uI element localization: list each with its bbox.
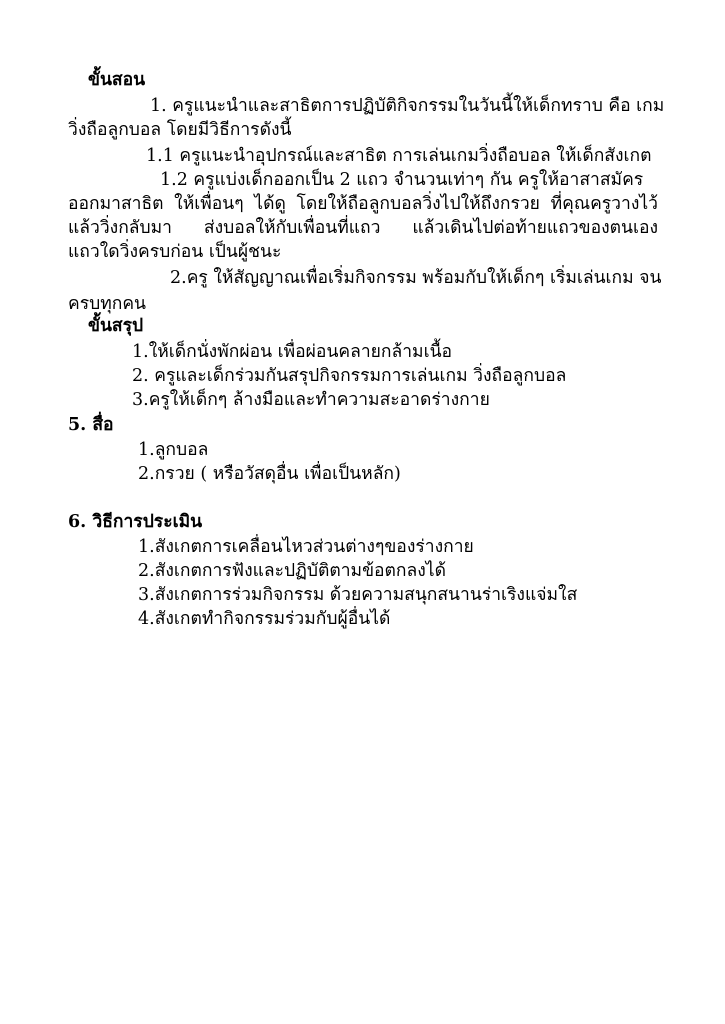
heading-evaluation: 6. วิธีการประเมิน <box>68 512 203 532</box>
conclude-item-1: 1.ให้เด็กนั่งพักผ่อน เพื่อผ่อนคลายกล้ามเนื้อ <box>132 342 453 362</box>
teach-item-1-2-line-1: 1.2 ครูแบ่งเด็กออกเป็น 2 แถว จำนวนเท่าๆ กัน ครูให้อาสาสมัคร <box>160 170 644 190</box>
heading-media: 5. สื่อ <box>68 415 114 435</box>
teach-item-1-2-line-3: แล้ววิ่งกลับมา ส่งบอลให้กับเพื่อนที่แถว แล้วเดินไปต่อท้ายแถวของตนเอง <box>68 218 658 238</box>
heading-conclude: ขั้นสรุป <box>88 316 144 336</box>
evaluation-item-4: 4.สังเกตทำกิจกรรมร่วมกับผู้อื่นได้ <box>138 609 391 629</box>
teach-item-1-line-2: วิ่งถือลูกบอล โดยมีวิธีการดังนี้ <box>68 120 292 140</box>
evaluation-item-2: 2.สังเกตการฟังและปฏิบัติตามข้อตกลงได้ <box>138 561 446 581</box>
evaluation-item-3: 3.สังเกตการร่วมกิจกรรม ด้วยความสนุกสนานร่าเริงแจ่มใส <box>138 585 578 605</box>
media-item-2: 2.กรวย ( หรือวัสดุอื่น เพื่อเป็นหลัก) <box>138 464 401 484</box>
teach-item-1-1: 1.1 ครูแนะนำอุปกรณ์และสาธิต การเล่นเกมวิ่งถือบอล ให้เด็กสังเกต <box>146 146 652 166</box>
conclude-item-3: 3.ครูให้เด็กๆ ล้างมือและทำความสะอาดร่างกาย <box>132 390 490 410</box>
media-item-1: 1.ลูกบอล <box>138 440 209 460</box>
teach-item-1-2-line-4: แถวใดวิ่งครบก่อน เป็นผู้ชนะ <box>68 242 282 262</box>
teach-item-1-2-line-2: ออกมาสาธิต ให้เพื่อนๆ ได้ดู โดยให้ถือลูกบอลวิ่งไปให้ถึงกรวย ที่คุณครูวางไว้ <box>68 194 658 214</box>
teach-item-1-line-1: 1. ครูแนะนำและสาธิตการปฏิบัติกิจกรรมในวันนี้ให้เด็กทราบ คือ เกม <box>150 96 665 116</box>
conclude-item-2: 2. ครูและเด็กร่วมกันสรุปกิจกรรมการเล่นเกม วิ่งถือลูกบอล <box>132 366 567 386</box>
heading-teach: ขั้นสอน <box>88 70 146 90</box>
evaluation-item-1: 1.สังเกตการเคลื่อนไหวส่วนต่างๆของร่างกาย <box>138 537 474 557</box>
teach-item-2-line-2: ครบทุกคน <box>68 294 147 314</box>
teach-item-2-line-1: 2.ครู ให้สัญญาณเพื่อเริ่มกิจกรรม พร้อมกับให้เด็กๆ เริ่มเล่นเกม จน <box>170 268 662 288</box>
